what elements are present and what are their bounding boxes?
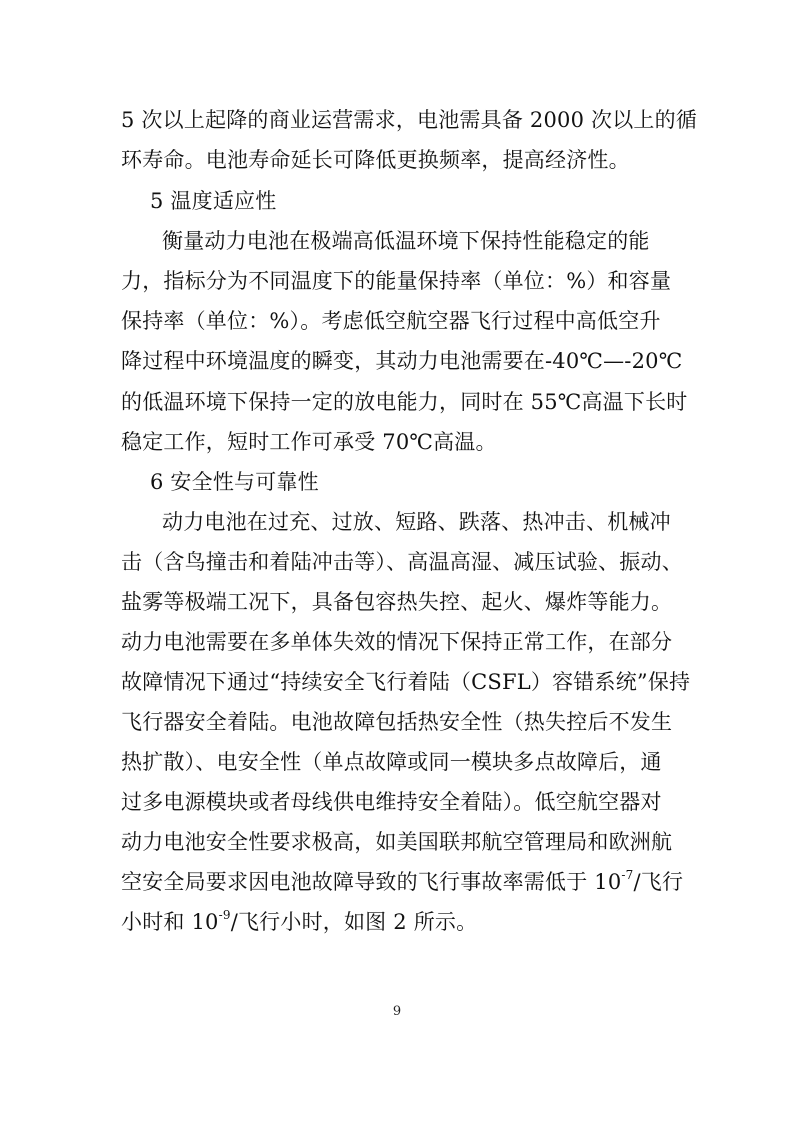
- text-line: 动力电池需要在多单体失效的情况下保持正常工作，在部分: [121, 630, 673, 654]
- text-line: 稳定工作，短时工作可承受 70℃高温。: [121, 430, 497, 454]
- text-line: 保持率（单位：%）。考虑低空航空器飞行过程中高低空升: [121, 309, 661, 333]
- text-line: 热扩散）、电安全性（单点故障或同一模块多点故障后，通: [121, 750, 662, 774]
- text-line: 飞行器安全着陆。电池故障包括热安全性（热失控后不发生: [121, 710, 673, 734]
- text-line: 过多电源模块或者母线供电维持安全着陆）。低空航空器对: [121, 790, 662, 814]
- text-line: 5 次以上起降的商业运营需求，电池需具备 2000 次以上的循: [121, 108, 698, 132]
- section-heading-6: 6 安全性与可靠性: [150, 470, 319, 494]
- superscript-exponent: -7: [621, 868, 634, 882]
- text-line: 动力电池在过充、过放、短路、跌落、热冲击、机械冲: [162, 510, 671, 534]
- text-line: 衡量动力电池在极端高低温环境下保持性能稳定的能: [162, 229, 650, 253]
- text-line: 击（含鸟撞击和着陆冲击等）、高温高湿、减压试验、振动、: [121, 550, 683, 574]
- text-segment: /飞行小时，如图 2 所示。: [230, 910, 478, 934]
- text-segment: /飞行: [633, 870, 684, 894]
- text-line: 故障情况下通过“持续安全飞行着陆（CSFL）容错系统”保持: [121, 670, 691, 694]
- superscript-exponent: -9: [218, 908, 231, 922]
- section-heading-5: 5 温度适应性: [150, 189, 277, 213]
- text-line: 动力电池安全性要求极高，如美国联邦航空管理局和欧洲航: [121, 830, 673, 854]
- text-line: 的低温环境下保持一定的放电能力，同时在 55℃高温下长时: [121, 390, 688, 414]
- text-segment: 小时和 10: [121, 910, 219, 934]
- text-line: 环寿命。电池寿命延长可降低更换频率，提高经济性。: [121, 148, 630, 172]
- text-line: 力，指标分为不同温度下的能量保持率（单位：%）和容量: [121, 269, 672, 293]
- page-number: 9: [392, 1004, 402, 1019]
- text-line: 盐雾等极端工况下，具备包容热失控、起火、爆炸等能力。: [121, 590, 673, 614]
- text-line: 降过程中环境温度的瞬变，其动力电池需要在-40℃—-20℃: [121, 349, 683, 373]
- text-line-with-superscript: [121, 868, 684, 895]
- text-segment: 空安全局要求因电池故障导致的飞行事故率需低于 10: [121, 870, 622, 894]
- text-line-with-superscript: [121, 909, 673, 935]
